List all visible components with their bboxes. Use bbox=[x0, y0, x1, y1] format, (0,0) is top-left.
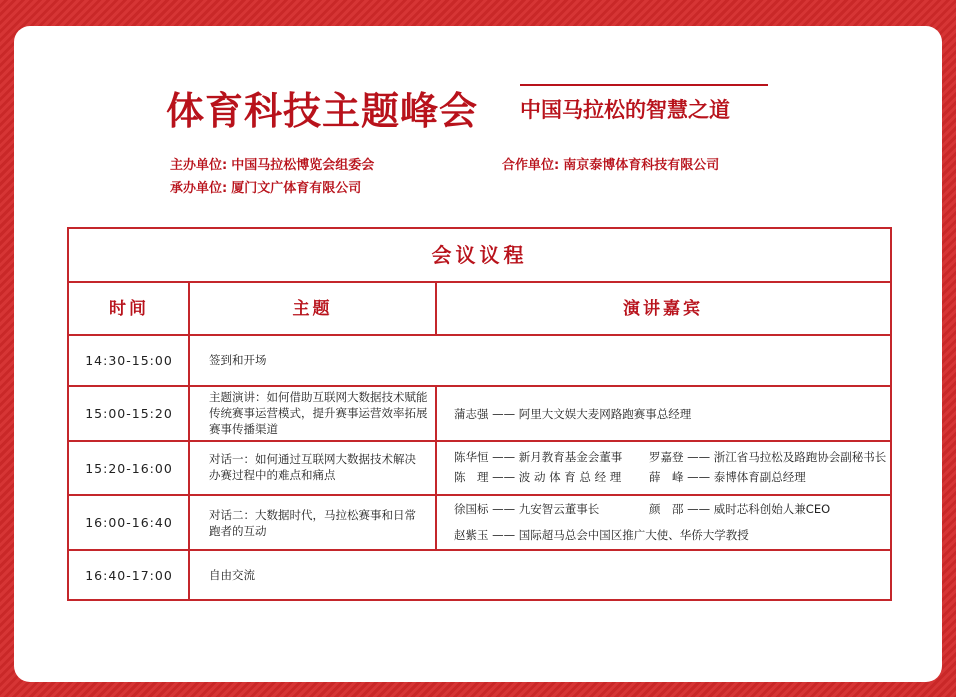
speaker: 陈 理 —— 波 动 体 育 总 经 理 bbox=[454, 470, 622, 484]
speaker: 赵紫玉 —— 国际超马总会中国区推广大使、华侨大学教授 bbox=[454, 528, 749, 542]
speaker: 陈华恒 —— 新月教育基金会董事 bbox=[454, 450, 623, 464]
undertaker-label: 承办单位: bbox=[170, 181, 228, 196]
speaker: 蒲志强 —— 阿里大文娱大麦网路跑赛事总经理 bbox=[454, 407, 692, 421]
undertaker-value: 厦门文广体育有限公司 bbox=[231, 181, 362, 196]
agenda-table bbox=[67, 227, 892, 601]
row-time: 16:00-16:40 bbox=[85, 515, 173, 530]
page-subtitle: 中国马拉松的智慧之道 bbox=[520, 98, 730, 122]
speaker: 罗嘉登 —— 浙江省马拉松及路跑协会副秘书长 bbox=[649, 450, 887, 464]
row-topic: 自由交流 bbox=[209, 568, 255, 582]
table-divider bbox=[69, 334, 890, 336]
header-speakers: 演讲嘉宾 bbox=[623, 299, 703, 319]
subtitle-divider bbox=[520, 84, 768, 86]
row-topic: 签到和开场 bbox=[209, 353, 267, 367]
host-organizer bbox=[170, 154, 374, 173]
table-divider bbox=[69, 385, 890, 387]
host-label: 主办单位: bbox=[170, 158, 228, 173]
header-time: 时间 bbox=[109, 299, 149, 319]
header-topic: 主题 bbox=[292, 299, 333, 319]
undertaker-organizer bbox=[170, 177, 361, 196]
table-divider bbox=[69, 494, 890, 496]
agenda-card bbox=[14, 26, 942, 682]
row-topic: 对话一：如何通过互联网大数据技术解决办赛过程中的难点和痛点 bbox=[209, 452, 416, 482]
column-divider bbox=[435, 281, 437, 334]
row-time: 15:20-16:00 bbox=[85, 460, 173, 476]
table-divider bbox=[69, 549, 890, 551]
speaker: 颜 邵 —— 威时芯科创始人兼CEO bbox=[649, 502, 831, 516]
speaker: 薛 峰 —— 泰博体育副总经理 bbox=[649, 470, 806, 484]
partner-organizer bbox=[502, 154, 719, 173]
row-time: 16:40-17:00 bbox=[85, 567, 173, 583]
row-topic: 对话二：大数据时代，马拉松赛事和日常跑者的互动 bbox=[209, 508, 416, 538]
row-time: 14:30-15:00 bbox=[85, 352, 173, 368]
page-title: 体育科技主题峰会 bbox=[166, 89, 479, 133]
table-divider bbox=[69, 440, 890, 442]
partner-label: 合作单位: bbox=[502, 158, 560, 173]
speaker: 徐国标 —— 九安智云董事长 bbox=[454, 502, 600, 516]
column-divider bbox=[435, 387, 437, 549]
column-divider bbox=[188, 281, 190, 334]
row-topic: 主题演讲：如何借助互联网大数据技术赋能传统赛事运营模式，提升赛事运营效率拓展赛事传播渠道 bbox=[209, 390, 428, 436]
host-value: 中国马拉松博览会组委会 bbox=[231, 158, 375, 173]
row-time: 15:00-15:20 bbox=[85, 406, 173, 421]
column-divider bbox=[188, 334, 190, 601]
partner-value: 南京泰博体育科技有限公司 bbox=[563, 158, 720, 173]
agenda-title: 会议议程 bbox=[431, 243, 528, 267]
